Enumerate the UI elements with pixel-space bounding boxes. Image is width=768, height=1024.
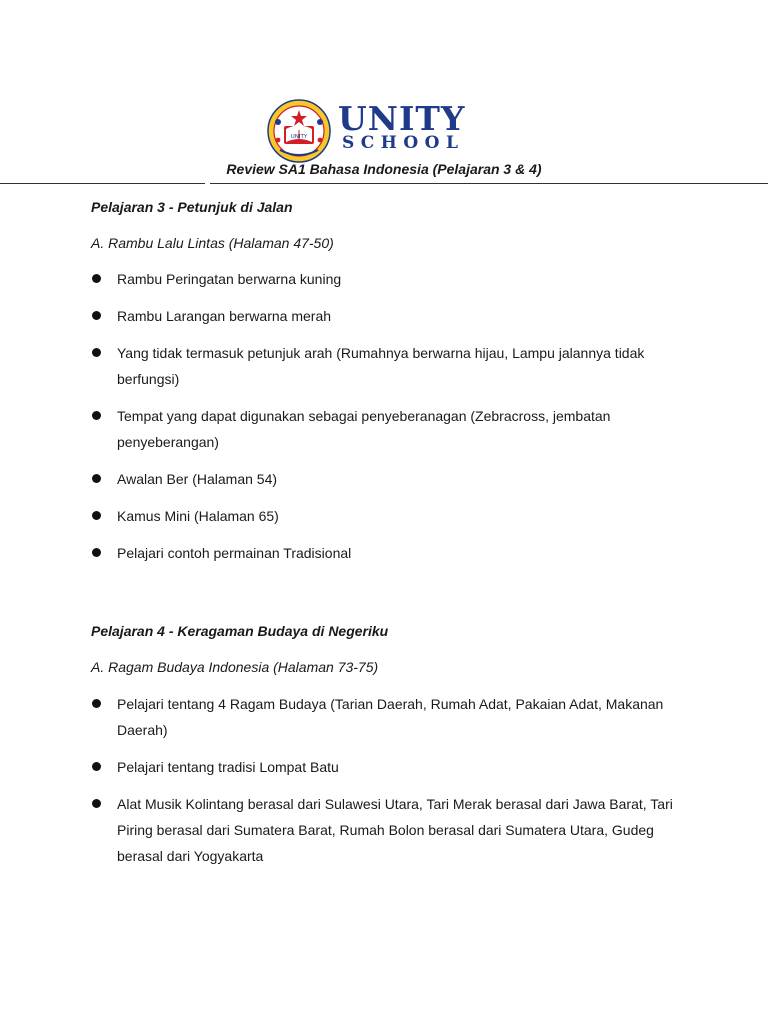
list-item-text: Alat Musik Kolintang berasal dari Sulawesi Utara, Tari Merak berasal dari Jawa Barat, Tari Piring berasal dari Sumatera Barat, Rumah Bolon berasal dari Sumatera Utara, Gudeg berasal dari Yogyakarta xyxy=(117,796,673,864)
list-item xyxy=(91,466,691,492)
subheading-ragam-budaya: A. Ragam Budaya Indonesia (Halaman 73-75) xyxy=(91,659,379,675)
bullet-icon xyxy=(92,762,101,771)
list-item xyxy=(91,303,691,329)
school-logo xyxy=(266,98,466,162)
bullet-list-pelajaran-3 xyxy=(91,266,691,577)
bullet-icon xyxy=(92,548,101,557)
list-item xyxy=(91,503,691,529)
list-item xyxy=(91,340,691,392)
header-divider-right xyxy=(210,183,768,184)
bullet-icon xyxy=(92,511,101,520)
bullet-icon xyxy=(92,274,101,283)
list-item xyxy=(91,540,691,566)
document-title: Review SA1 Bahasa Indonesia (Pelajaran 3 & 4) xyxy=(226,161,542,177)
list-item xyxy=(91,791,691,869)
school-name-bottom: SCHOOL xyxy=(342,133,465,153)
list-item-text: Rambu Peringatan berwarna kuning xyxy=(117,271,342,287)
school-seal-icon xyxy=(266,98,332,164)
list-item-text: Rambu Larangan berwarna merah xyxy=(117,308,332,324)
list-item xyxy=(91,403,691,455)
document-header xyxy=(0,98,768,162)
bullet-icon xyxy=(92,348,101,357)
bullet-icon xyxy=(92,799,101,808)
bullet-list-pelajaran-4 xyxy=(91,691,691,880)
seal-label: UNITY xyxy=(290,134,308,140)
bullet-icon xyxy=(92,699,101,708)
list-item-text: Pelajari tentang tradisi Lompat Batu xyxy=(117,759,339,775)
list-item-text: Yang tidak termasuk petunjuk arah (Rumahnya berwarna hijau, Lampu jalannya tidak berfungsi) xyxy=(117,345,645,387)
bullet-icon xyxy=(92,311,101,320)
list-item xyxy=(91,754,691,780)
section-heading-pelajaran-4: Pelajaran 4 - Keragaman Budaya di Negeriku xyxy=(91,623,389,639)
list-item xyxy=(91,266,691,292)
bullet-icon xyxy=(92,474,101,483)
list-item xyxy=(91,691,691,743)
subheading-rambu-lalu-lintas: A. Rambu Lalu Lintas (Halaman 47-50) xyxy=(91,235,334,251)
list-item-text: Pelajari contoh permainan Tradisional xyxy=(117,545,352,561)
list-item-text: Pelajari tentang 4 Ragam Budaya (Tarian Daerah, Rumah Adat, Pakaian Adat, Makanan Daerah) xyxy=(117,696,664,738)
school-wordmark xyxy=(338,99,466,156)
section-heading-pelajaran-3: Pelajaran 3 - Petunjuk di Jalan xyxy=(91,199,293,215)
list-item-text: Tempat yang dapat digunakan sebagai penyeberanagan (Zebracross, jembatan penyeberangan) xyxy=(117,408,611,450)
list-item-text: Awalan Ber (Halaman 54) xyxy=(117,471,278,487)
list-item-text: Kamus Mini (Halaman 65) xyxy=(117,508,279,524)
header-divider-left xyxy=(0,183,205,184)
bullet-icon xyxy=(92,411,101,420)
school-name-top: UNITY xyxy=(338,99,466,138)
